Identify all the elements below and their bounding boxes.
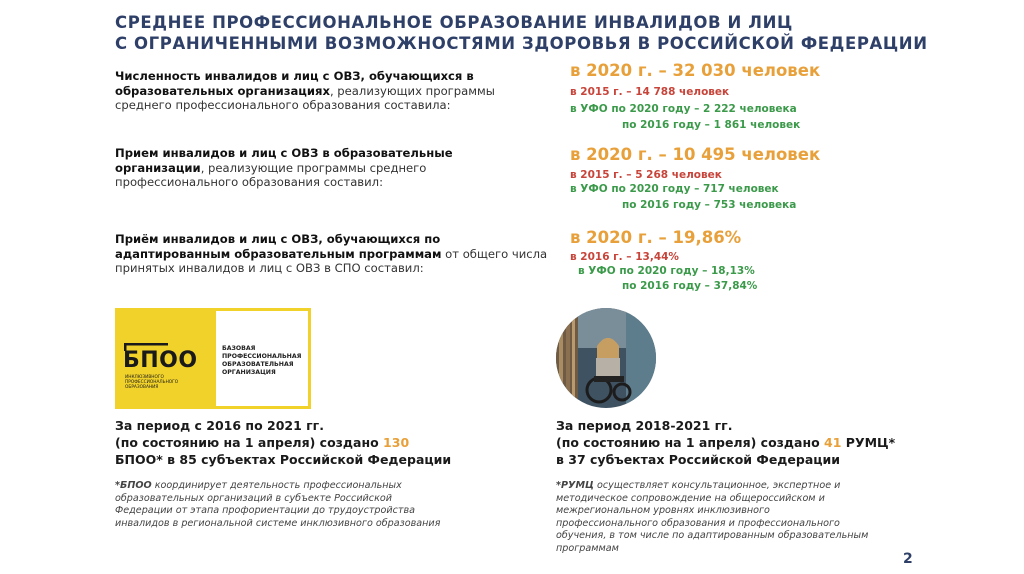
- bpoo-logo-subtitle: [125, 375, 178, 390]
- stat-label-2-rest: , реализующие программы среднего профессионального образования составил:: [115, 160, 427, 189]
- stat-1-main-value: в 2020 г. – 32 030 человек: [570, 61, 821, 80]
- bpoo-footnote-label: *БПОО: [115, 480, 152, 491]
- stat-3-main-value: в 2020 г. – 19,86%: [570, 228, 742, 247]
- title-line-2: С ОГРАНИЧЕННЫМИ ВОЗМОЖНОСТЯМИ ЗДОРОВЬЯ В РОССИЙСКОЙ ФЕДЕРАЦИИ: [115, 34, 928, 53]
- stat-label-2: [115, 146, 525, 190]
- bpoo-summary-line-1: За период с 2016 по 2021 гг.: [115, 418, 324, 433]
- bpoo-logo-fullname: [213, 308, 311, 409]
- bpoo-sub-line-3: ОБРАЗОВАНИЯ: [125, 385, 159, 390]
- stat-label-3: [115, 232, 555, 276]
- bpoo-sub-line-2: ПРОФЕССИОНАЛЬНОГО: [125, 380, 179, 385]
- rumc-summary: [556, 417, 976, 468]
- stat-1-prior-value: в 2015 г. – 14 788 человек: [570, 86, 730, 98]
- bpoo-full-line-2: ПРОФЕССИОНАЛЬНАЯ: [222, 353, 302, 360]
- stat-2-ufo-2016: по 2016 году – 753 человека: [622, 199, 797, 211]
- stat-2-main-value: в 2020 г. – 10 495 человек: [570, 145, 821, 164]
- bpoo-sub-line-1: ИНКЛЮЗИВНОГО: [125, 375, 164, 380]
- stat-3-ufo-2020: в УФО по 2020 году – 18,13%: [578, 265, 755, 277]
- bpoo-footnote: [115, 480, 450, 530]
- stat-label-1: [115, 69, 525, 113]
- rumc-count: 41: [824, 435, 842, 450]
- stat-3-ufo-2016: по 2016 году – 37,84%: [622, 280, 758, 292]
- stat-2-ufo-2020: в УФО по 2020 году – 717 человек: [570, 183, 779, 195]
- wheelchair-student-photo: [556, 308, 656, 408]
- page-number: 2: [903, 551, 913, 567]
- stat-1-ufo-2016: по 2016 году – 1 861 человек: [622, 119, 801, 131]
- title-line-1: СРЕДНЕЕ ПРОФЕССИОНАЛЬНОЕ ОБРАЗОВАНИЕ ИНВАЛИДОВ И ЛИЦ: [115, 13, 793, 32]
- rumc-footnote-text: осуществляет консультационное, экспертное и методическое сопровождение на общероссийском и межрегиональном уровнях инклюзивного профессионального образования и профессионального обучения, в том числе по адаптированным образовательным программам: [556, 480, 869, 554]
- stat-3-prior-value: в 2016 г. – 13,44%: [570, 251, 679, 263]
- rumc-footnote-label: *РУМЦ: [556, 480, 594, 491]
- stat-label-3-rest: от общего числа принятых инвалидов и лиц с ОВЗ в СПО составил:: [115, 246, 548, 275]
- bpoo-abbr: БПОО: [123, 348, 198, 373]
- bpoo-full-line-3: ОБРАЗОВАТЕЛЬНАЯ: [222, 361, 294, 368]
- bpoo-line2-text: (по состоянию на 1 апреля) создано: [115, 435, 384, 450]
- page-title: [115, 12, 935, 54]
- stat-1-ufo-2020: в УФО по 2020 году – 2 222 человека: [570, 103, 797, 115]
- rumc-summary-line-2: [556, 434, 976, 451]
- rumc-line2-suffix: РУМЦ*: [841, 435, 896, 450]
- bpoo-summary: [115, 417, 535, 468]
- rumc-footnote: [556, 480, 871, 555]
- bpoo-fullname-text: [222, 345, 301, 377]
- bpoo-summary-line-3: БПОО* в 85 субъектах Российской Федерации: [115, 452, 452, 467]
- bpoo-count: 130: [383, 435, 410, 450]
- bpoo-logo-mark: [115, 308, 213, 409]
- stat-label-1-rest: , реализующих программы среднего профессионального образования составила:: [115, 83, 495, 112]
- wheelchair-photo-icon: [556, 308, 656, 408]
- bpoo-full-line-4: ОРГАНИЗАЦИЯ: [222, 369, 276, 376]
- rumc-summary-line-3: в 37 субъектах Российской Федерации: [556, 452, 841, 467]
- stat-2-prior-value: в 2015 г. – 5 268 человек: [570, 169, 722, 181]
- bpoo-footnote-text: координирует деятельность профессиональных образовательных организаций в субъекте Российской Федерации от этапа профориентации до трудоустройства инвалидов в региональной системе инклюзивного образования: [115, 480, 441, 529]
- stat-label-3-bold: Приём инвалидов и лиц с ОВЗ, обучающихся по адаптированным образовательным программам: [115, 232, 442, 261]
- stat-label-2-bold: Прием инвалидов и лиц с ОВЗ в образовательные организации: [115, 146, 453, 175]
- rumc-summary-line-1: За период 2018-2021 гг.: [556, 418, 733, 433]
- rumc-line2-text: (по состоянию на 1 апреля) создано: [556, 435, 825, 450]
- bpoo-summary-line-2: [115, 434, 535, 451]
- bpoo-full-line-1: БАЗОВАЯ: [222, 345, 256, 352]
- stat-label-1-bold: Численность инвалидов и лиц с ОВЗ, обучающихся в образовательных организациях: [115, 69, 474, 98]
